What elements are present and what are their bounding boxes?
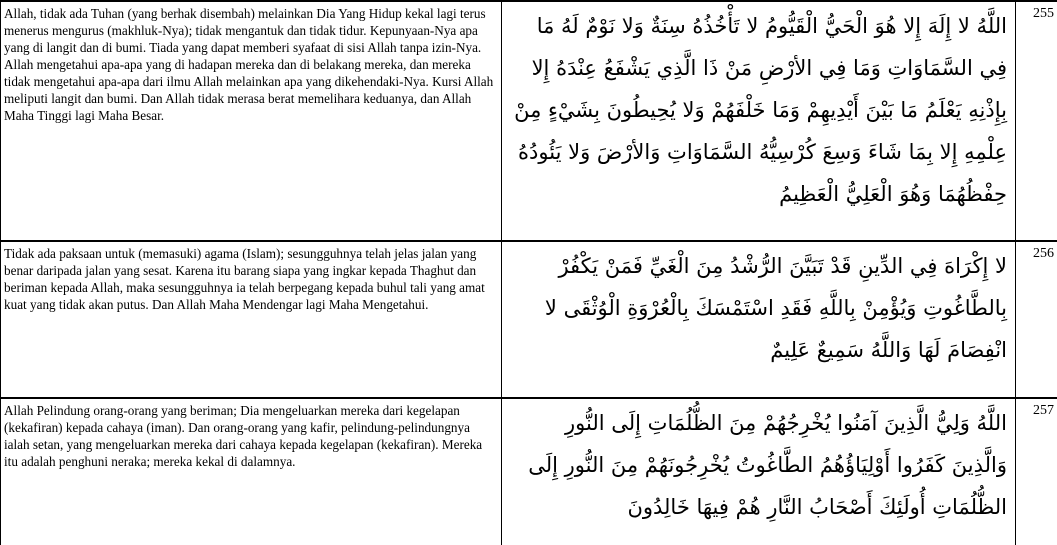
translation-text: Allah Pelindung orang-orang yang beriman; Dia mengeluarkan mereka dari kegelapan (kekafiran) kepada cahaya (iman). Dan orang-orang yang kafir, pelindung-pelindungnya ialah setan, yang mengeluarkan mereka dari cahaya kepada kegelapan (kekafiran). Mereka itu adalah penghuni neraka; mereka kekal di dalamnya. bbox=[1, 399, 501, 470]
verse-number: 255 bbox=[1016, 2, 1057, 22]
verse-number-cell bbox=[1016, 1, 1057, 241]
verse-row-256 bbox=[1, 241, 1057, 398]
arabic-cell bbox=[502, 398, 1016, 545]
arabic-cell bbox=[502, 241, 1016, 398]
verse-number-cell bbox=[1016, 241, 1057, 398]
verse-number-cell bbox=[1016, 398, 1057, 545]
arabic-text: اللَّهُ وَلِيُّ الَّذِينَ آمَنُوا يُخْرِجُهُمْ مِنَ الظُّلُمَاتِ إِلَى النُّورِ وَالَّذِينَ كَفَرُوا أَوْلِيَاؤُهُمُ الطَّاغُوتُ يُخْرِجُونَهُمْ مِنَ النُّورِ إِلَى الظُّلُمَاتِ أُولَئِكَ أَصْحَابُ النَّارِ هُمْ فِيهَا خَالِدُونَ bbox=[502, 399, 1015, 528]
arabic-cell bbox=[502, 1, 1016, 241]
arabic-text: اللَّهُ لا إِلَهَ إِلا هُوَ الْحَيُّ الْقَيُّومُ لا تَأْخُذُهُ سِنَةٌ وَلا نَوْمٌ لَهُ مَا فِي السَّمَاوَاتِ وَمَا فِي الأرْضِ مَنْ ذَا الَّذِي يَشْفَعُ عِنْدَهُ إِلا بِإِذْنِهِ يَعْلَمُ مَا بَيْنَ أَيْدِيهِمْ وَمَا خَلْفَهُمْ وَلا يُحِيطُونَ بِشَيْءٍ مِنْ عِلْمِهِ إِلا بِمَا شَاءَ وَسِعَ كُرْسِيُّهُ السَّمَاوَاتِ وَالأرْضَ وَلا يَئُودُهُ حِفْظُهُمَا وَهُوَ الْعَلِيُّ الْعَظِيمُ bbox=[502, 2, 1015, 215]
verse-number: 256 bbox=[1016, 242, 1057, 262]
translation-cell bbox=[1, 398, 502, 545]
translation-text: Allah, tidak ada Tuhan (yang berhak disembah) melainkan Dia Yang Hidup kekal lagi terus menerus mengurus (makhluk-Nya); tidak mengantuk dan tidak tidur. Kepunyaan-Nya apa yang di langit dan di bumi. Tiada yang dapat memberi syafaat di sisi Allah tanpa izin-Nya. Allah mengetahui apa-apa yang di hadapan mereka dan di belakang mereka, dan mereka tidak mengetahui apa-apa dari ilmu Allah melainkan apa yang dikehendaki-Nya. Kursi Allah meliputi langit dan bumi. Dan Allah tidak merasa berat memelihara keduanya, dan Allah Maha Tinggi lagi Maha Besar. bbox=[1, 2, 501, 124]
translation-text: Tidak ada paksaan untuk (memasuki) agama (Islam); sesungguhnya telah jelas jalan yang benar daripada jalan yang sesat. Karena itu barang siapa yang ingkar kepada Thaghut dan beriman kepada Allah, maka sesungguhnya ia telah berpegang kepada buhul tali yang amat kuat yang tidak akan putus. Dan Allah Maha Mendengar lagi Maha Mengetahui. bbox=[1, 242, 501, 313]
verse-number: 257 bbox=[1016, 399, 1057, 419]
translation-cell bbox=[1, 1, 502, 241]
arabic-text: لا إِكْرَاهَ فِي الدِّينِ قَدْ تَبَيَّنَ الرُّشْدُ مِنَ الْغَيِّ فَمَنْ يَكْفُرْ بِالطَّاغُوتِ وَيُؤْمِنْ بِاللَّهِ فَقَدِ اسْتَمْسَكَ بِالْعُرْوَةِ الْوُثْقَى لا انْفِصَامَ لَهَا وَاللَّهُ سَمِيعٌ عَلِيمٌ bbox=[502, 242, 1015, 371]
verse-row-255 bbox=[1, 1, 1057, 241]
translation-cell bbox=[1, 241, 502, 398]
verse-row-257 bbox=[1, 398, 1057, 545]
